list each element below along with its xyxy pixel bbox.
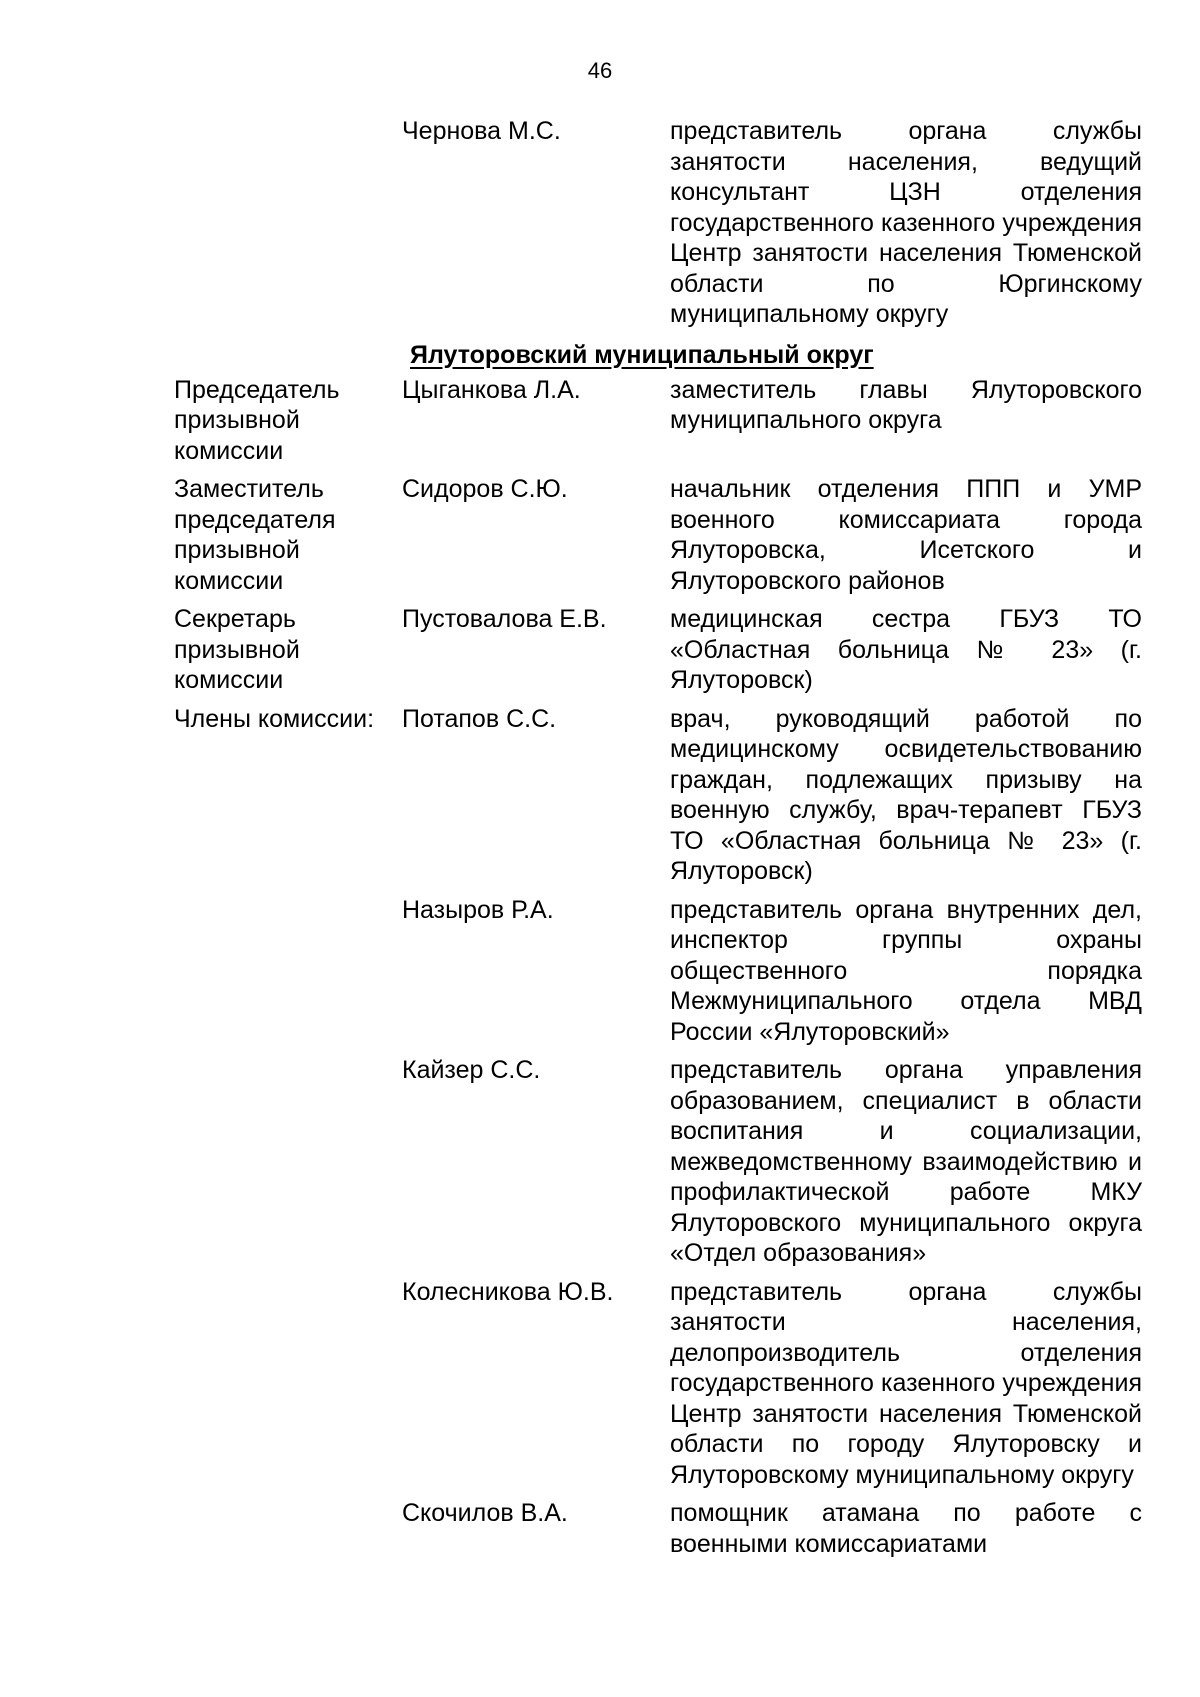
member-row bbox=[174, 604, 1142, 696]
member-name: Кайзер С.С. bbox=[402, 1056, 541, 1084]
commission-list bbox=[174, 116, 1142, 1559]
member-name: Колесникова Ю.В. bbox=[402, 1277, 614, 1306]
page-number: 46 bbox=[587, 58, 613, 83]
member-description: заместитель главы Ялуторовского муниципального округа bbox=[670, 375, 1142, 434]
member-description: представитель органа управления образованием, специалист в области воспитания и социализации, межведомственному взаимодействию и профилактической работе МКУ Ялуторовского муниципального округа «Отдел образования» bbox=[670, 1056, 1142, 1267]
member-description: представитель органа службы занятости населения, делопроизводитель отделения государственного казенного учреждения Центр занятости населения Тюменской области по городу Ялуторовску и Ялуторовскому муниципальному округу bbox=[670, 1277, 1142, 1489]
member-name: Назыров Р.А. bbox=[402, 895, 554, 924]
member-name: Пустовалова Е.В. bbox=[402, 605, 607, 633]
member-description: представитель органа внутренних дел, инспектор группы охраны общественного порядка Межмуниципального отдела МВД России «Ялуторовский» bbox=[670, 895, 1142, 1046]
member-row bbox=[174, 1277, 1142, 1491]
member-description: представитель органа службы занятости населения, ведущий консультант ЦЗН отделения государственного казенного учреждения Центр занятости населения Тюменской области по Юргинскому муниципальному округу bbox=[670, 117, 1142, 328]
member-role: Председатель призывной комиссии bbox=[174, 375, 340, 465]
member-name: Цыганкова Л.А. bbox=[402, 375, 581, 404]
member-row bbox=[174, 1055, 1142, 1269]
member-row bbox=[174, 375, 1142, 467]
member-name: Сидоров С.Ю. bbox=[402, 475, 568, 503]
member-description: начальник отделения ППП и УМР военного комиссариата города Ялуторовска, Исетского и Ялуторовского районов bbox=[670, 475, 1142, 595]
member-name: Потапов С.С. bbox=[402, 704, 557, 733]
member-role: Члены комиссии: bbox=[174, 704, 375, 733]
member-row bbox=[174, 116, 1142, 330]
member-description: медицинская сестра ГБУЗ ТО «Областная больница № 23» (г. Ялуторовск) bbox=[670, 605, 1142, 694]
member-description: помощник атамана по работе с военными комиссариатами bbox=[670, 1499, 1142, 1558]
member-row bbox=[174, 1498, 1142, 1559]
member-description: врач, руководящий работой по медицинскому освидетельствованию граждан, подлежащих призыву на военную службу, врач-терапевт ГБУЗ ТО «Областная больница № 23» (г. Ялуторовск) bbox=[670, 704, 1142, 885]
member-row bbox=[174, 895, 1142, 1048]
member-role: Секретарь призывной комиссии bbox=[174, 605, 300, 694]
member-name: Скочилов В.А. bbox=[402, 1499, 568, 1527]
member-role: Заместитель председателя призывной комиссии bbox=[174, 475, 336, 595]
member-name: Чернова М.С. bbox=[402, 117, 561, 145]
member-row bbox=[174, 474, 1142, 596]
section-title: Ялуторовский муниципальный округ bbox=[410, 340, 874, 369]
member-row bbox=[174, 704, 1142, 887]
